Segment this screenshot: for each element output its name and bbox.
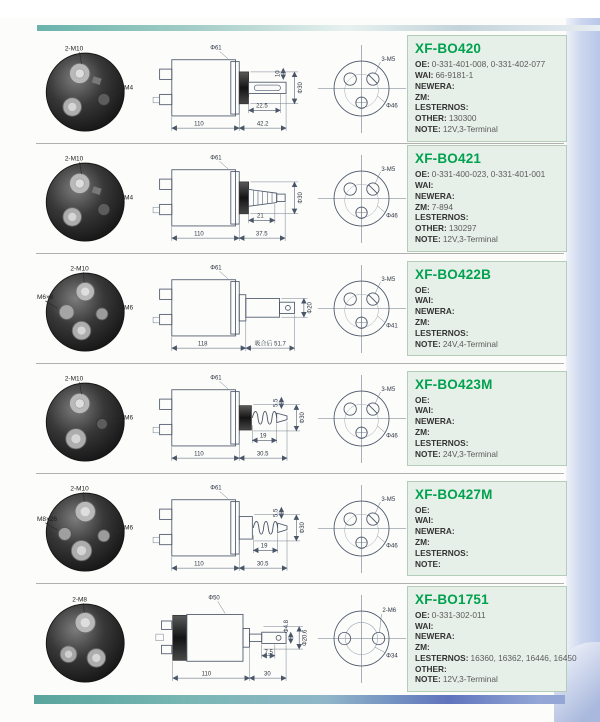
spec-box bbox=[407, 481, 567, 577]
spec-line: OE: 0-331-302-011 bbox=[415, 609, 486, 620]
spec-line: LESTERNOS: bbox=[415, 437, 469, 448]
solenoid-side-view bbox=[139, 261, 317, 357]
dim-label: Φ30 bbox=[298, 191, 305, 204]
spec-line: OE: bbox=[415, 504, 430, 515]
terminal-diagram bbox=[317, 374, 407, 464]
spec-line: WAI: bbox=[415, 180, 434, 191]
dim-label: 吸合后 51.7 bbox=[254, 341, 286, 348]
spec-line: ZM: bbox=[415, 427, 430, 437]
spec-box bbox=[407, 371, 567, 467]
dim-label: 30.5 bbox=[256, 451, 269, 458]
spec-line: LESTERNOS: bbox=[415, 327, 469, 338]
catalog-page bbox=[0, 18, 600, 722]
dim-label: Φ61 bbox=[210, 265, 222, 272]
terminal-layout-diagram bbox=[317, 154, 407, 244]
dim-label: 110 bbox=[194, 231, 204, 238]
front-view-photo bbox=[37, 262, 139, 355]
spec-line: NEWERA: bbox=[415, 190, 455, 201]
dim-label: Φ30 bbox=[299, 521, 306, 534]
spec-line: ZM: bbox=[415, 642, 430, 653]
photo-label-top: 2-M10 bbox=[64, 45, 84, 53]
dim-label: 37.5 bbox=[255, 231, 268, 238]
spec-line: NOTE: 24V,4-Terminal bbox=[415, 338, 498, 349]
spec-line: NOTE: 12V,3-Terminal bbox=[415, 674, 498, 685]
spec-line: ZM: bbox=[415, 537, 430, 547]
spec-line: OTHER: 130297 bbox=[415, 223, 477, 234]
spec-line: NOTE: 12V,3-Terminal bbox=[415, 233, 498, 244]
photo-label-right: M6 bbox=[124, 524, 134, 532]
dim-label: 3-M5 bbox=[381, 496, 396, 503]
spec-line: NEWERA: bbox=[415, 631, 455, 642]
dim-label: 3-M5 bbox=[381, 166, 396, 173]
solenoid-side-view bbox=[139, 591, 317, 687]
spec-box bbox=[407, 145, 567, 251]
product-row-xf-bo421 bbox=[36, 144, 564, 254]
dim-label: Φ46 bbox=[386, 102, 398, 109]
spec-box bbox=[407, 35, 567, 141]
dim-label: Φ46 bbox=[386, 212, 398, 219]
photo-label-right: M6 bbox=[124, 414, 134, 422]
terminal-layout-diagram bbox=[317, 264, 407, 354]
spec-line: LESTERNOS: bbox=[415, 212, 469, 223]
front-view-photo bbox=[37, 42, 139, 135]
dim-label: Φ30 bbox=[299, 411, 306, 424]
solenoid-front-photo bbox=[37, 262, 139, 355]
spec-line: OTHER: bbox=[415, 663, 447, 674]
spec-line: WAI: 66-9181-1 bbox=[415, 70, 474, 81]
photo-label-top: 2-M10 bbox=[64, 155, 84, 163]
photo-label-left: M6×8 bbox=[37, 294, 54, 302]
dim-label: Φ46 bbox=[386, 432, 398, 439]
dim-label: 10 bbox=[275, 70, 282, 77]
part-number: XF-BO1751 bbox=[415, 591, 489, 607]
dim-label: Φ61 bbox=[210, 375, 222, 382]
spec-line: ZM: bbox=[415, 317, 430, 327]
photo-label-top: 2-M10 bbox=[64, 375, 84, 383]
photo-label-left: M8×26 bbox=[37, 516, 58, 524]
dim-label: Φ61 bbox=[210, 45, 222, 52]
solenoid-front-photo bbox=[37, 372, 139, 465]
dim-label: Φ34 bbox=[386, 653, 398, 660]
bottom-decor-bar bbox=[34, 695, 565, 704]
solenoid-front-photo bbox=[37, 152, 139, 245]
product-row-xf-bo427m bbox=[36, 474, 564, 584]
spec-line: OE: bbox=[415, 284, 430, 295]
photo-label-right: M4 bbox=[124, 194, 134, 202]
spec-line: OTHER: 130300 bbox=[415, 113, 477, 124]
spec-line: NOTE: 24V,3-Terminal bbox=[415, 448, 498, 459]
dim-label: Φ61 bbox=[210, 155, 222, 162]
dim-label: Φ46 bbox=[386, 542, 398, 549]
dim-label: 19 bbox=[259, 433, 267, 440]
part-number: XF-BO423M bbox=[415, 376, 493, 392]
spec-line: WAI: bbox=[415, 515, 434, 526]
dim-label: 21 bbox=[257, 213, 264, 220]
photo-label-right: M4 bbox=[124, 84, 134, 92]
front-view-photo bbox=[37, 152, 139, 245]
photo-label-top: 2-M10 bbox=[70, 485, 89, 493]
spec-line: WAI: bbox=[415, 295, 434, 306]
terminal-diagram bbox=[317, 154, 407, 244]
dim-label: 30 bbox=[264, 671, 271, 678]
terminal-layout-diagram bbox=[317, 374, 407, 464]
product-row-xf-bo420 bbox=[36, 34, 564, 144]
dim-label: 3-M5 bbox=[381, 276, 396, 283]
terminal-diagram bbox=[317, 594, 407, 684]
spec-line: NOTE: bbox=[415, 558, 441, 569]
front-view-photo bbox=[37, 593, 139, 686]
spec-line: WAI: bbox=[415, 620, 434, 631]
spec-line: ZM: 7-894 bbox=[415, 201, 453, 212]
photo-label-top: 2-M10 bbox=[70, 265, 89, 273]
dim-label: Φ50 bbox=[208, 595, 220, 602]
side-view-drawing bbox=[139, 591, 317, 687]
dim-label: Φ30 bbox=[298, 81, 305, 94]
terminal-layout-diagram bbox=[317, 484, 407, 574]
dim-label: 110 bbox=[194, 121, 204, 128]
spec-line: NEWERA: bbox=[415, 526, 455, 537]
dim-label: 22.5 bbox=[256, 103, 268, 110]
dim-label: 3-M5 bbox=[381, 56, 396, 63]
solenoid-side-view bbox=[139, 371, 317, 467]
spec-box bbox=[407, 261, 567, 357]
spec-line: LESTERNOS: bbox=[415, 547, 469, 558]
dim-label: 110 bbox=[194, 561, 204, 568]
part-number: XF-BO427M bbox=[415, 486, 493, 502]
solenoid-side-view bbox=[139, 41, 317, 137]
part-number: XF-BO422B bbox=[415, 266, 492, 282]
dim-label: Φ41 bbox=[386, 322, 398, 329]
terminal-layout-diagram bbox=[317, 594, 407, 684]
dim-label: 5.5 bbox=[273, 398, 280, 407]
dim-label: Φ20 bbox=[307, 301, 314, 314]
photo-label-top: 2-M8 bbox=[72, 595, 88, 603]
spec-box bbox=[407, 586, 577, 692]
product-row-xf-bo422b bbox=[36, 254, 564, 364]
product-row-xf-bo423m bbox=[36, 364, 564, 474]
spec-line: LESTERNOS: bbox=[415, 102, 469, 113]
dim-label: 110 bbox=[201, 671, 212, 678]
terminal-diagram bbox=[317, 264, 407, 354]
dim-label: 5.5 bbox=[273, 508, 280, 517]
spec-line: NOTE: 12V,3-Terminal bbox=[415, 123, 498, 134]
side-view-drawing bbox=[139, 481, 317, 577]
solenoid-side-view bbox=[139, 151, 317, 247]
page-edge bbox=[566, 18, 600, 722]
side-view-drawing bbox=[139, 41, 317, 137]
dim-label: Φ20.6 bbox=[302, 629, 309, 647]
terminal-layout-diagram bbox=[317, 44, 407, 134]
product-row-xf-bo1751 bbox=[36, 584, 577, 694]
side-view-drawing bbox=[139, 151, 317, 247]
top-decor-bar bbox=[37, 25, 600, 31]
spec-line: OE: 0-331-401-008, 0-331-402-077 bbox=[415, 59, 546, 70]
dim-label: 118 bbox=[197, 341, 208, 348]
side-view-drawing bbox=[139, 371, 317, 467]
solenoid-side-view bbox=[139, 481, 317, 577]
part-number: XF-BO421 bbox=[415, 151, 482, 167]
dim-label: 2-M6 bbox=[382, 608, 397, 614]
dim-label: 7.5 bbox=[264, 649, 273, 656]
spec-line: NEWERA: bbox=[415, 80, 455, 91]
product-rows bbox=[36, 34, 577, 694]
solenoid-front-photo bbox=[37, 482, 139, 575]
spec-line: NEWERA: bbox=[415, 416, 455, 427]
part-number: XF-BO420 bbox=[415, 41, 482, 57]
dim-label: 110 bbox=[194, 451, 204, 458]
spec-line: OE: bbox=[415, 394, 430, 405]
spec-line: ZM: bbox=[415, 91, 430, 102]
front-view-photo bbox=[37, 372, 139, 465]
dim-label: 42.2 bbox=[256, 121, 269, 128]
terminal-diagram bbox=[317, 44, 407, 134]
dim-label: Φ4.8 bbox=[283, 620, 290, 634]
dim-label: 19 bbox=[260, 543, 268, 550]
side-view-drawing bbox=[139, 261, 317, 357]
terminal-diagram bbox=[317, 484, 407, 574]
solenoid-front-photo bbox=[37, 42, 139, 135]
spec-line: OE: 0-331-400-023, 0-331-401-001 bbox=[415, 169, 546, 180]
front-view-photo bbox=[37, 482, 139, 575]
dim-label: 3-M5 bbox=[381, 386, 396, 393]
spec-line: WAI: bbox=[415, 405, 434, 416]
dim-label: Φ61 bbox=[210, 485, 222, 492]
spec-line: LESTERNOS: 16360, 16362, 16446, 16450 bbox=[415, 652, 577, 663]
spec-line: NEWERA: bbox=[415, 306, 455, 317]
dim-label: 30.5 bbox=[256, 561, 269, 568]
solenoid-front-photo bbox=[37, 593, 139, 686]
photo-label-right: M6 bbox=[124, 304, 134, 312]
